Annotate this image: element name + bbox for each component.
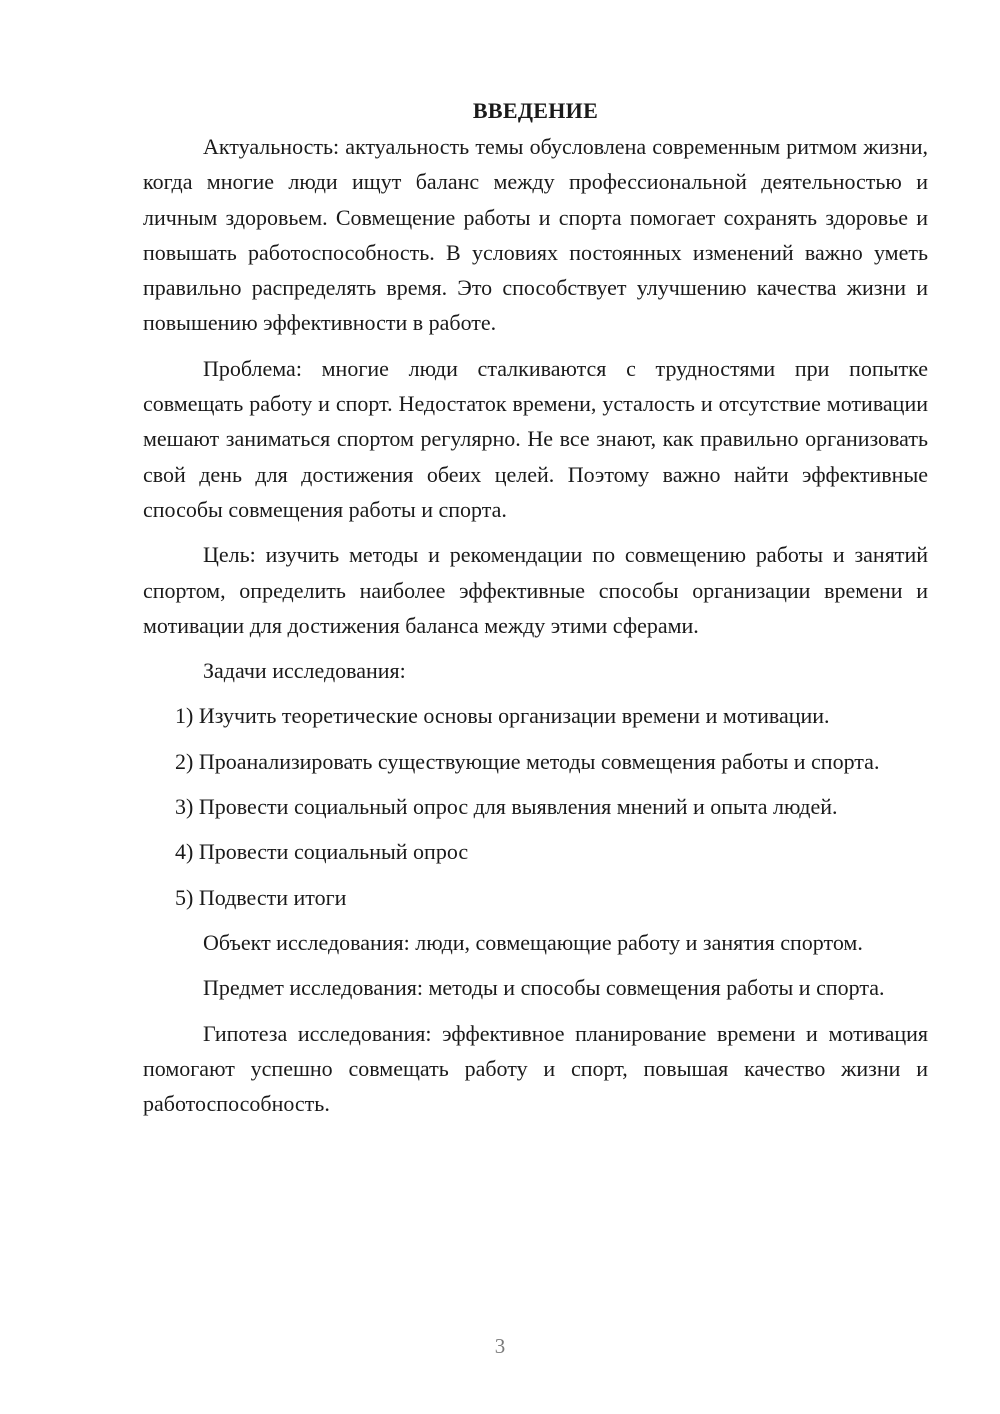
tasks-title: Задачи исследования: xyxy=(203,658,406,684)
hypothesis-paragraph: Гипотеза исследования: эффективное планирование времени и мотивация помогают успешно совмещать работу и спорт, повышая качество жизни и работоспособность. xyxy=(143,1020,928,1117)
task-item-3: 3) Провести социальный опрос для выявления мнений и опыта людей. xyxy=(175,794,838,820)
object-paragraph: Объект исследования: люди, совмещающие работу и занятия спортом. xyxy=(203,929,863,955)
task-item-4: 4) Провести социальный опрос xyxy=(175,839,469,865)
problem-paragraph: Проблема: многие люди сталкиваются с трудностями при попытке совмещать работу и спорт. Недостаток времени, усталость и отсутствие мотивации мешают заниматься спортом регулярно. Не все знают, как правильно организовать свой день для достижения обеих целей. Поэтому важно найти эффективные способы совмещения работы и спорта. xyxy=(143,355,928,522)
section-heading: ВВЕДЕНИЕ xyxy=(472,98,599,123)
relevance-paragraph: Актуальность: актуальность темы обусловлена современным ритмом жизни, когда многие люди ищут баланс между профессиональной деятельностью и личным здоровьем. Совмещение работы и спорта помогает сохранять здоровье и повышать работоспособность. В условиях постоянных изменений важно уметь правильно распределять время. Это способствует улучшению качества жизни и повышению эффективности в работе. xyxy=(143,134,928,336)
task-item-5: 5) Подвести итоги xyxy=(175,884,347,910)
page-number: 3 xyxy=(494,1334,506,1358)
goal-paragraph: Цель: изучить методы и рекомендации по совмещению работы и занятий спортом, определить наиболее эффективные способы организации времени и мотивации для достижения баланса между этими сферами. xyxy=(143,542,928,638)
task-item-1: 1) Изучить теоретические основы организации времени и мотивации. xyxy=(175,703,830,729)
document-page xyxy=(143,93,928,1121)
subject-paragraph: Предмет исследования: методы и способы совмещения работы и спорта. xyxy=(203,975,885,1001)
task-item-2: 2) Проанализировать существующие методы совмещения работы и спорта. xyxy=(175,748,880,774)
tasks-list xyxy=(143,698,928,914)
